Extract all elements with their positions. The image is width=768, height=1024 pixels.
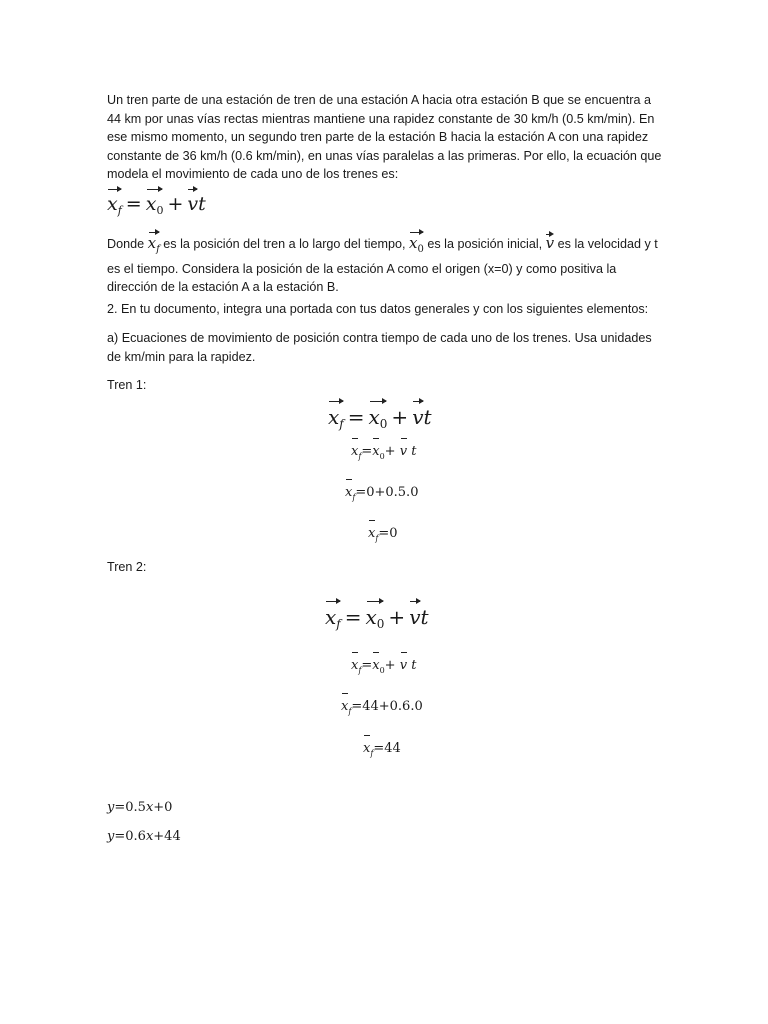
definition-paragraph: Donde $x_f$ es la posición del tren a lo largo del tiempo, $x_0$ es la posición inicial, v es la velocidad y t es el tiempo. Considera la posición de la estación A como el origen (x=0) y como positiva la dirección de la estación A a la estación B. xyxy=(107,234,658,295)
xf-symbol: $x_f$ xyxy=(148,232,160,260)
task-item-a: a) Ecuaciones de movimiento de posición contra tiempo de cada uno de los trenes. Usa unidades de km/min para la rapidez. xyxy=(107,331,652,364)
x0-symbol: $x_0$ xyxy=(409,232,424,260)
v-symbol: v xyxy=(545,234,555,252)
task-item-2: 2. En tu documento, integra una portada con tus datos generales y con los siguientes elementos: xyxy=(107,302,649,316)
tren1-label: Tren 1: xyxy=(107,378,147,392)
tren1-equation-line1: $x_f=x_0+ v$ t xyxy=(351,444,417,461)
final-equation-1: y=0.5x+0 xyxy=(107,800,173,815)
tren1-equation-line3: $x_f=0$ xyxy=(368,526,398,543)
tren2-equation-line1: $x_f=x_0+ v$ t xyxy=(351,658,417,675)
tren2-equation-line2: $x_f=44+0.6.0$ xyxy=(341,699,423,716)
tren1-vector-equation: $x_f = x_0$ + vt xyxy=(328,401,432,431)
motion-equation: $x_f = x_0$ + vt xyxy=(107,189,206,217)
final-equation-2: y=0.6x+44 xyxy=(107,829,181,844)
tren1-equation-line2: $x_f=0+0.5.0$ xyxy=(345,485,419,502)
intro-paragraph: Un tren parte de una estación de tren de una estación A hacia otra estación B que se encuentra a 44 km por unas vías rectas mientras mantiene una rapidez constante de 30 km/h (0.5 km/min). En ese mismo momento, un segundo tren parte de la estación B hacia la estación A con una rapidez constante de 36 km/h (0.6 km/min), en unas vías paralelas a las primeras. Por ello, la ecuación que modela el movimiento de cada uno de los trenes es: xyxy=(107,93,662,182)
tren2-equation-line3: $x_f=44$ xyxy=(363,741,401,758)
tren2-vector-equation: $x_f = x_0$ + vt xyxy=(325,601,429,631)
tren2-label: Tren 2: xyxy=(107,560,147,574)
